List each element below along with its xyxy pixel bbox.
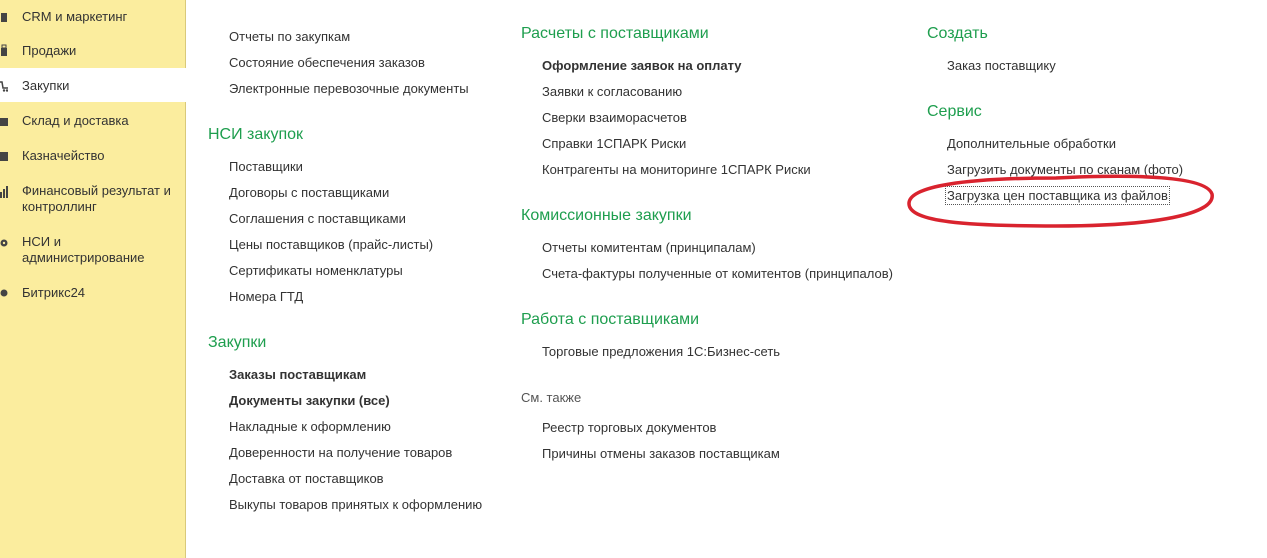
link-supplier-delivery[interactable]: Доставка от поставщиков — [229, 471, 384, 486]
link-order-cancel-reasons[interactable]: Причины отмены заказов поставщикам — [542, 446, 780, 461]
link-principal-invoices[interactable]: Счета-фактуры полученные от комитентов (принципалов) — [542, 266, 893, 281]
sidebar-item-label: Битрикс24 — [22, 285, 86, 300]
link-supplier-prices[interactable]: Цены поставщиков (прайс-листы) — [229, 237, 434, 252]
link-goods-buyouts[interactable]: Выкупы товаров принятых к оформлению — [229, 497, 483, 512]
sidebar-item-label: Склад и доставка — [22, 113, 129, 128]
warehouse-icon — [0, 115, 8, 127]
section-title-supplier-work: Работа с поставщиками — [521, 311, 700, 328]
link-electronic-transport-docs[interactable]: Электронные перевозочные документы — [229, 81, 469, 96]
link-suppliers[interactable]: Поставщики — [229, 159, 303, 174]
finance-icon — [0, 186, 8, 198]
bitrix-icon — [0, 287, 8, 299]
link-spark-risks[interactable]: Справки 1СПАРК Риски — [542, 136, 687, 151]
section-title-service: Сервис — [927, 103, 982, 120]
link-reconciliations[interactable]: Сверки взаиморасчетов — [542, 110, 687, 125]
link-spark-monitoring[interactable]: Контрагенты на мониторинге 1СПАРК Риски — [542, 162, 811, 177]
sidebar-item-label: НСИ и администрирование — [22, 234, 145, 265]
sidebar-item-label: Закупки — [22, 78, 70, 93]
link-supplier-agreements[interactable]: Соглашения с поставщиками — [229, 211, 406, 226]
section-title-purchases: Закупки — [208, 334, 267, 351]
section-title-see-also: См. также — [521, 390, 582, 405]
sidebar-item-treasury[interactable] — [0, 148, 186, 164]
sidebar-item-nsi[interactable] — [0, 234, 160, 266]
sidebar-item-crm[interactable] — [0, 9, 186, 25]
treasury-icon — [0, 150, 8, 162]
section-title-nsi: НСИ закупок — [208, 126, 304, 143]
link-purchase-reports[interactable]: Отчеты по закупкам — [229, 29, 351, 44]
section-title-create: Создать — [927, 25, 988, 42]
link-business-network-offers[interactable]: Торговые предложения 1С:Бизнес-сеть — [542, 344, 781, 359]
link-gtd-numbers[interactable]: Номера ГТД — [229, 289, 304, 304]
sidebar-item-sales[interactable] — [0, 43, 186, 59]
sales-icon — [0, 44, 8, 56]
link-requests-approval[interactable]: Заявки к согласованию — [542, 84, 683, 99]
link-payment-requests[interactable]: Оформление заявок на оплату — [542, 58, 742, 73]
sidebar-item-label: Продажи — [22, 43, 77, 58]
link-trade-docs-registry[interactable]: Реестр торговых документов — [542, 420, 717, 435]
link-create-supplier-order[interactable]: Заказ поставщику — [947, 58, 1056, 73]
sidebar — [0, 0, 186, 558]
sidebar-item-warehouse[interactable] — [0, 113, 186, 129]
link-supplier-contracts[interactable]: Договоры с поставщиками — [229, 185, 390, 200]
sidebar-item-label: CRM и маркетинг — [22, 9, 128, 24]
settings-icon — [0, 237, 8, 249]
link-additional-processing[interactable]: Дополнительные обработки — [947, 136, 1116, 151]
section-title-commission: Комиссионные закупки — [521, 207, 692, 224]
link-waybills-to-process[interactable]: Накладные к оформлению — [229, 419, 391, 434]
link-supplier-orders[interactable]: Заказы поставщикам — [229, 367, 367, 382]
cart-icon — [0, 80, 8, 92]
link-item-certificates[interactable]: Сертификаты номенклатуры — [229, 263, 403, 278]
sidebar-item-label: Казначейство — [22, 148, 105, 163]
link-load-docs-from-scans[interactable]: Загрузить документы по сканам (фото) — [947, 162, 1184, 177]
section-title-settlements: Расчеты с поставщиками — [521, 25, 709, 42]
link-load-supplier-prices[interactable]: Загрузка цен поставщика из файлов — [947, 188, 1168, 203]
sidebar-item-finance[interactable] — [0, 183, 186, 215]
link-powers-of-attorney[interactable]: Доверенности на получение товаров — [229, 445, 453, 460]
sidebar-item-label: Финансовый результат и контроллинг — [22, 183, 171, 214]
link-order-supply-status[interactable]: Состояние обеспечения заказов — [229, 55, 425, 70]
sidebar-item-purchases[interactable] — [0, 68, 186, 102]
link-principal-reports[interactable]: Отчеты комитентам (принципалам) — [542, 240, 756, 255]
link-purchase-documents[interactable]: Документы закупки (все) — [229, 393, 390, 408]
crm-icon — [0, 11, 8, 23]
sidebar-item-bitrix[interactable] — [0, 285, 186, 301]
